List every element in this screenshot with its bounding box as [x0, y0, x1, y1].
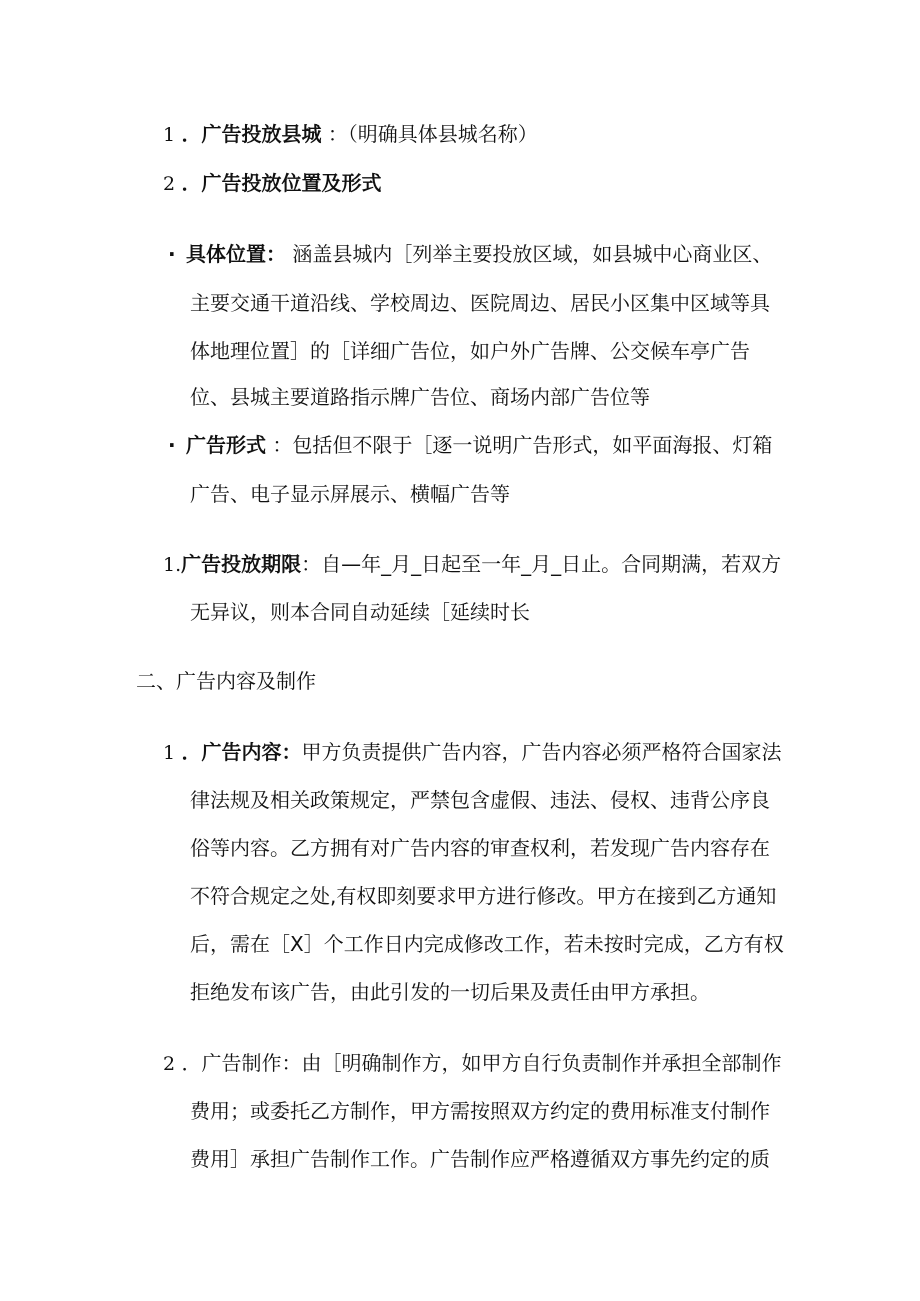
- item-number: 1.: [163, 554, 182, 576]
- content-title: ．广告内容：: [181, 740, 302, 764]
- content-text-line: 不符合规定之处,有权即刻要求甲方进行修改。甲方在接到乙方通知: [190, 884, 777, 908]
- content-text-line: 后，需在［X］个工作日内完成修改工作，若未按时完成，乙方有权: [190, 932, 784, 956]
- format-text-line: 广告、电子显示屏展示、横幅广告等: [190, 482, 510, 506]
- item-1: [163, 120, 538, 148]
- content-line: [163, 738, 781, 766]
- production-line: [163, 1049, 781, 1077]
- item-2: [163, 169, 381, 197]
- format-text-line: ：包括但不限于［逐一说明广告形式，如平面海报、灯箱: [272, 433, 773, 457]
- format-title: 广告形式: [185, 433, 266, 457]
- period-line: [163, 550, 781, 578]
- period-text-line: 无异议，则本合同自动延续［延续时长: [190, 600, 530, 624]
- production-text-line: ．广告制作：由［明确制作方，如甲方自行负责制作并承担全部制作: [181, 1051, 782, 1075]
- item-title: ．广告投放位置及形式: [181, 171, 382, 195]
- content-text-line: 拒绝发布该广告，由此引发的一切后果及责任由甲方承担。: [190, 980, 710, 1004]
- item-number: 1: [163, 124, 176, 146]
- format-bullet-line: [168, 431, 772, 459]
- period-text-line: ：自—年_月_日起至一年_月_日止。合同期满，若双方: [301, 552, 782, 576]
- location-text-line: 涵盖县城内［列举主要投放区域，如县城中心商业区、: [292, 242, 773, 266]
- bullet-marker: ·: [168, 242, 176, 266]
- item-number: 2: [163, 1053, 176, 1075]
- section-heading: 二、广告内容及制作: [136, 669, 316, 693]
- bullet-marker: ·: [168, 433, 176, 457]
- location-text-line: 主要交通干道沿线、学校周边、医院周边、居民小区集中区域等具: [190, 291, 770, 315]
- production-text-line: 费用；或委托乙方制作，甲方需按照双方约定的费用标准支付制作: [190, 1099, 770, 1123]
- location-title: 具体位置：: [185, 242, 286, 266]
- location-text-line: 体地理位置］的［详细广告位，如户外广告牌、公交候车亭广告: [190, 339, 750, 363]
- content-text-line: 俗等内容。乙方拥有对广告内容的审查权利，若发现广告内容存在: [190, 836, 770, 860]
- item-number: 2: [163, 173, 176, 195]
- item-text: ：（明确具体县城名称）: [327, 122, 538, 146]
- item-title: ．广告投放县城: [181, 122, 322, 146]
- production-text-line: 费用］承担广告制作工作。广告制作应严格遵循双方事先约定的质: [190, 1147, 770, 1171]
- period-title: 广告投放期限: [181, 552, 302, 576]
- location-bullet-line: [168, 240, 772, 268]
- content-text-line: 律法规及相关政策规定，严禁包含虚假、违法、侵权、违背公序良: [190, 788, 770, 812]
- location-text-line: 位、县城主要道路指示牌广告位、商场内部广告位等: [190, 385, 650, 409]
- content-text-line: 甲方负责提供广告内容，广告内容必须严格符合国家法: [301, 740, 782, 764]
- item-number: 1: [163, 742, 176, 764]
